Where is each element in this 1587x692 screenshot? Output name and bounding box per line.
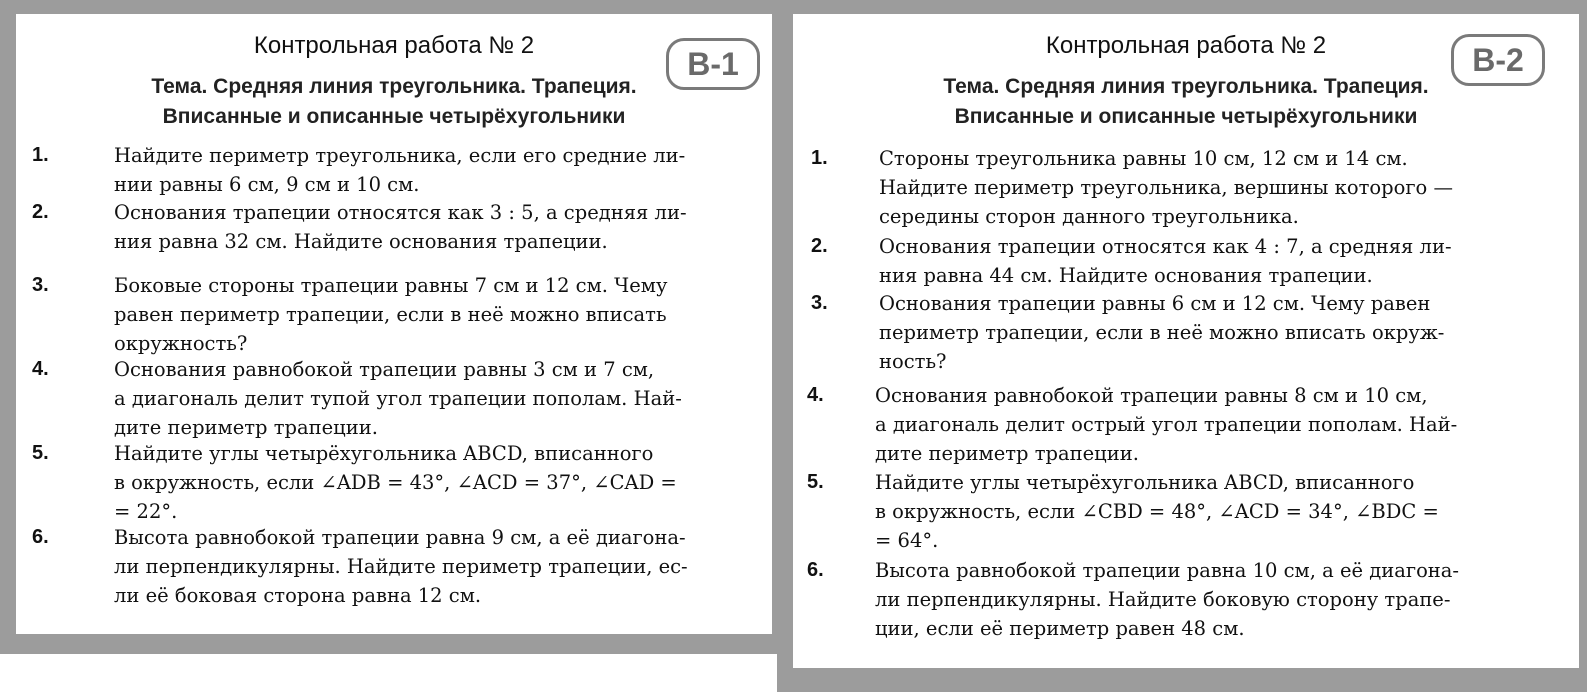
task-line: в окружность, если ∠ADB = 43°, ∠ACD = 37°, ∠CAD = <box>114 471 677 494</box>
task-line: Высота равнобокой трапеции равна 9 см, а её диагона- <box>114 526 686 549</box>
task-number: 3. <box>811 292 828 314</box>
task-number: 1. <box>32 144 49 166</box>
task-line: дите периметр трапеции. <box>114 416 378 439</box>
variant-2-title: Контрольная работа № 2 <box>1045 32 1327 59</box>
variant-2-theme <box>793 72 1579 132</box>
theme-line: Вписанные и описанные четырёхугольники <box>954 105 1418 128</box>
task-line: Высота равнобокой трапеции равна 10 см, а её диагона- <box>875 559 1460 582</box>
task-number: 5. <box>807 471 824 493</box>
variant-1-card <box>16 14 772 634</box>
variant-2-card <box>793 14 1579 668</box>
task-line: а диагональ делит острый угол трапеции пополам. Най- <box>875 413 1458 436</box>
task-line: Стороны треугольника равны 10 см, 12 см и 14 см. <box>879 147 1408 170</box>
task-line: Найдите углы четырёхугольника ABCD, вписанного <box>875 471 1415 494</box>
task-line: ния равна 44 см. Найдите основания трапеции. <box>879 264 1373 287</box>
task-line: в окружность, если ∠CBD = 48°, ∠ACD = 34°, ∠BDC = <box>875 500 1439 523</box>
task-line: Найдите периметр треугольника, если его средние ли- <box>114 144 686 167</box>
task-line: Найдите углы четырёхугольника ABCD, вписанного <box>114 442 654 465</box>
theme-line: Тема. Средняя линия треугольника. Трапеция. <box>151 75 637 98</box>
task-line: окружность? <box>114 332 248 355</box>
task-number: 6. <box>807 559 824 581</box>
task-line: Основания равнобокой трапеции равны 8 см и 10 см, <box>875 384 1428 407</box>
variant-1-frame <box>0 0 777 654</box>
task-line: Основания трапеции относятся как 3 : 5, а средняя ли- <box>114 201 687 224</box>
task-line: Основания трапеции относятся как 4 : 7, а средняя ли- <box>879 235 1452 258</box>
task-number: 3. <box>32 274 49 296</box>
task-line: ции, если её периметр равен 48 см. <box>875 617 1245 640</box>
task-line: Найдите периметр треугольника, вершины которого — <box>879 176 1453 199</box>
variant-2-badge: В-2 <box>1451 34 1545 86</box>
task-number: 2. <box>32 201 49 223</box>
task-line: дите периметр трапеции. <box>875 442 1139 465</box>
task-number: 1. <box>811 147 828 169</box>
task-line: Основания равнобокой трапеции равны 3 см и 7 см, <box>114 358 655 381</box>
task-line: середины сторон данного треугольника. <box>879 205 1299 228</box>
task-number: 4. <box>32 358 49 380</box>
task-number: 5. <box>32 442 49 464</box>
task-line: Боковые стороны трапеции равны 7 см и 12 см. Чему <box>114 274 668 297</box>
task-line: а диагональ делит тупой угол трапеции пополам. Най- <box>114 387 682 410</box>
task-line: ность? <box>879 350 947 373</box>
task-line: ли перпендикулярны. Найдите периметр трапеции, ес- <box>114 555 688 578</box>
task-line: ли перпендикулярны. Найдите боковую сторону трапе- <box>875 588 1451 611</box>
variant-1-badge: В-1 <box>666 38 760 90</box>
task-line: Основания трапеции равны 6 см и 12 см. Чему равен <box>879 292 1431 315</box>
task-line: = 22°. <box>114 500 178 523</box>
task-line: ли её боковая сторона равна 12 см. <box>114 584 482 607</box>
task-line: ния равна 32 см. Найдите основания трапеции. <box>114 230 608 253</box>
task-line: нии равны 6 см, 9 см и 10 см. <box>114 173 420 196</box>
theme-line: Вписанные и описанные четырёхугольники <box>162 105 626 128</box>
theme-line: Тема. Средняя линия треугольника. Трапеция. <box>943 75 1429 98</box>
task-line: = 64°. <box>875 529 939 552</box>
variant-1-title: Контрольная работа № 2 <box>253 32 535 59</box>
task-line: периметр трапеции, если в неё можно вписать окруж- <box>879 321 1445 344</box>
task-line: равен периметр трапеции, если в неё можно вписать <box>114 303 667 326</box>
task-number: 4. <box>807 384 824 406</box>
task-number: 6. <box>32 526 49 548</box>
task-number: 2. <box>811 235 828 257</box>
variant-2-frame <box>777 0 1587 692</box>
variant-1-theme <box>16 72 772 132</box>
